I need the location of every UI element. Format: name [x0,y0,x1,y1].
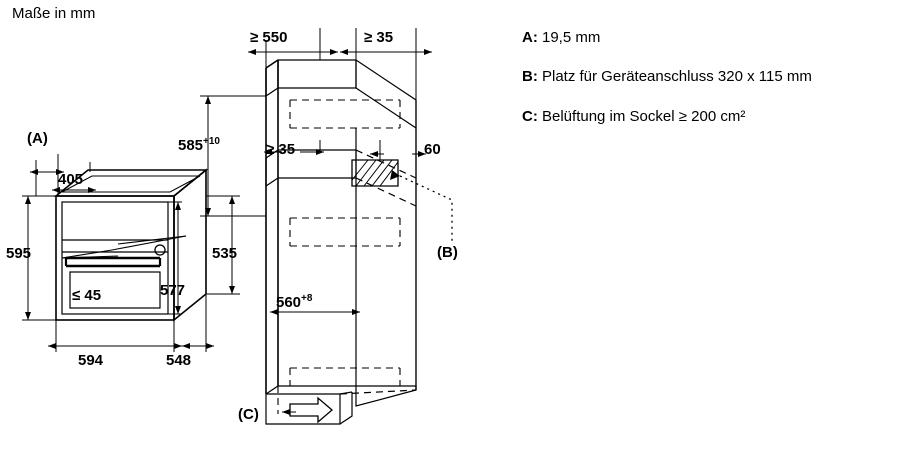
legend-key-a: A: [522,29,538,46]
label-a-oven: (A) [27,130,48,147]
dim-548: 548 [166,352,192,369]
page-title: Maße in mm [12,5,96,22]
dim-585: $585^{+10}$ [178,136,220,154]
legend-item-b [522,67,882,87]
legend-value-c: Belüftung im Sockel ≥ 200 cm² [542,107,746,125]
label-c-callout: (C) [238,406,259,423]
legend-value-b: Platz für Geräteanschluss 320 x 115 mm [542,68,812,86]
dim-595: 595 [6,245,32,262]
dim-594: 594 [78,352,104,369]
legend-value-a: 19,5 mm [542,29,601,46]
dim-depth-550: ≥ 550 [250,29,288,46]
dim-535: 535 [212,245,238,262]
legend-key-c: C: [522,107,538,125]
dim-560: $560^{+8}$ [276,293,313,311]
label-b-callout: (B) [437,244,458,261]
legend-key-b: B: [522,68,538,86]
dim-577: 577 [160,282,186,299]
dim-60: 60 [424,141,441,158]
legend-item-a [522,28,882,48]
dim-gap-35-top: ≥ 35 [364,29,394,46]
dim-gap-35-inner: ≥ 35 [266,141,296,158]
dim-405: 405 [58,171,84,188]
legend [522,28,882,146]
legend-item-c [522,107,882,127]
dim-angle-45: ≤ 45 [72,287,102,304]
